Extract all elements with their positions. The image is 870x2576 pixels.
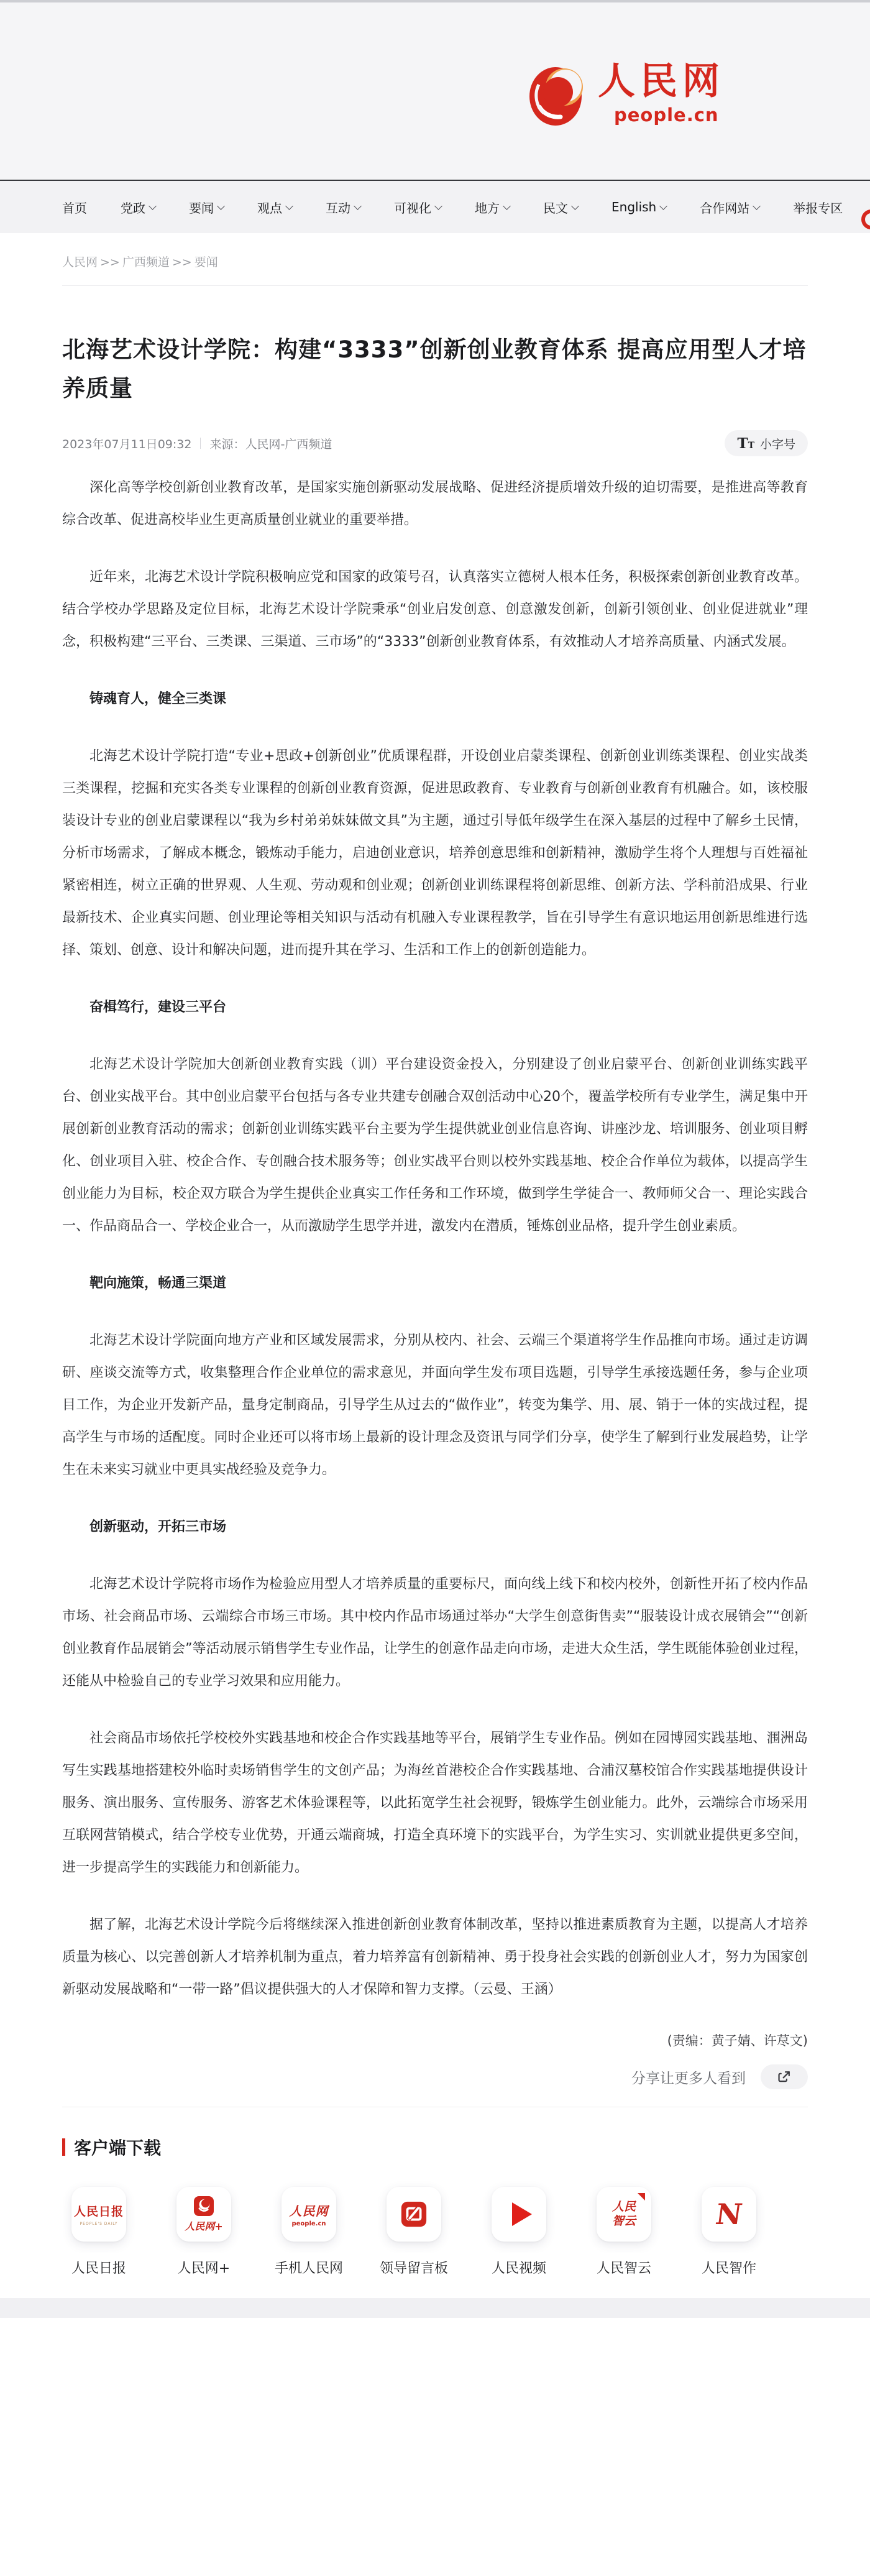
breadcrumb-link-yaowen[interactable]: 要闻 xyxy=(194,255,218,269)
share-row xyxy=(62,2064,808,2089)
nav-item-label: 要闻 xyxy=(189,200,214,216)
app-item-0 xyxy=(71,2187,127,2277)
nav-item-7[interactable] xyxy=(543,198,578,216)
nav-item-9[interactable] xyxy=(700,198,759,216)
people-zhizuo-app-icon[interactable]: N xyxy=(702,2187,756,2242)
site-header xyxy=(0,2,870,181)
breadcrumb-rule xyxy=(62,285,808,286)
nav-item-2[interactable] xyxy=(189,198,224,216)
client-download-section xyxy=(62,2135,808,2160)
nav-item-10[interactable] xyxy=(793,198,843,216)
nav-item-1[interactable] xyxy=(121,198,155,216)
chevron-down-icon xyxy=(659,202,667,210)
chevron-down-icon xyxy=(434,202,442,210)
chevron-down-icon xyxy=(217,202,225,210)
nav-item-label: 举报专区 xyxy=(793,200,843,216)
app-item-5 xyxy=(596,2187,652,2277)
main-nav xyxy=(0,181,870,233)
nav-item-3[interactable] xyxy=(257,198,292,216)
font-size-icon: TT xyxy=(737,435,754,452)
article-paragraph: 深化高等学校创新创业教育改革，是国家实施创新驱动发展战略、促进经济提质增效升级的迫切需要，是推进高等教育综合改革、促进高校毕业生更高质量创业就业的重要举措。 xyxy=(62,480,808,528)
app-item-2 xyxy=(275,2187,344,2277)
nav-item-label: 互动 xyxy=(326,200,350,216)
app-label[interactable]: 人民日报 xyxy=(71,2261,126,2276)
font-size-label: 小字号 xyxy=(759,437,795,451)
logo-text xyxy=(598,61,725,126)
people-zhiyun-app-icon[interactable]: 人民 智云 xyxy=(597,2187,651,2242)
font-size-control[interactable] xyxy=(725,430,808,456)
nav-item-label: 地方 xyxy=(475,200,500,216)
nav-item-label: 合作网站 xyxy=(700,200,750,216)
apps-row xyxy=(71,2187,808,2298)
share-icon xyxy=(776,2069,792,2085)
article-meta-row xyxy=(62,430,808,456)
article-page xyxy=(0,233,870,2298)
article-paragraph: 北海艺术设计学院面向地方产业和区域发展需求，分别从校内、社会、云端三个渠道将学生作品推向市场。通过走访调研、座谈交流等方式，收集整理合作企业单位的需求意见，并面向学生发布项目选题，引导学生承接选题任务，参与企业项目工作，为企业开发新产品，量身定制商品，引导学生从过去的“做作业”，转变为集学、用、展、销于一体的实战过程，提高学生与市场的适配度。同时企业还可以将市场上最新的设计理念及资讯与同学们分享，使学生了解到行业发展趋势，让学生在未来实习就业中更具实战经验及竞争力。 xyxy=(62,1333,808,1478)
app-label[interactable]: 人民视频 xyxy=(491,2261,546,2276)
publish-date: 2023年07月11日09:32 xyxy=(62,437,192,451)
chevron-down-icon xyxy=(354,202,362,210)
article-subheading: 奋楫笃行，建设三平台 xyxy=(89,1000,227,1015)
people-cn-swirl-icon xyxy=(526,61,590,129)
article-paragraph: 据了解，北海艺术设计学院今后将继续深入推进创新创业教育体制改革，坚持以推进素质教育为主题，以提高人才培养质量为核心、以完善创新人才培养机制为重点，着力培养富有创新精神、勇于投身社会实践的创新创业人才，努力为国家创新驱动发展战略和“一带一路”倡议提供强大的人才保障和智力支撑。（云曼、王涵） xyxy=(62,1917,808,1997)
nav-item-6[interactable] xyxy=(475,198,510,216)
people-plus-app-icon[interactable]: 人民网+ xyxy=(176,2187,231,2242)
nav-item-label: English xyxy=(611,200,657,214)
chevron-down-icon xyxy=(571,202,579,210)
article-subheading: 铸魂育人，健全三类课 xyxy=(89,691,227,707)
breadcrumb xyxy=(62,254,808,270)
nav-item-8[interactable] xyxy=(611,200,666,214)
chevron-down-icon xyxy=(503,202,511,210)
app-item-1 xyxy=(176,2187,232,2277)
nav-item-5[interactable] xyxy=(394,198,441,216)
section-accent-bar xyxy=(62,2138,65,2156)
logo-en-text: people.cn xyxy=(614,104,719,126)
article-meta xyxy=(62,435,332,452)
app-label[interactable]: 领导留言板 xyxy=(380,2261,449,2276)
nav-item-label: 党政 xyxy=(121,200,145,216)
people-cn-logo[interactable] xyxy=(526,61,725,129)
chevron-down-icon xyxy=(285,202,293,210)
editor-note: (责编：黄子婧、许荩文) xyxy=(667,2033,808,2048)
meta-divider xyxy=(200,438,201,449)
app-item-6 xyxy=(701,2187,757,2277)
page-title: 北海艺术设计学院：构建“3333”创新创业教育体系 提高应用型人才培养质量 xyxy=(62,336,807,402)
article-paragraph: 北海艺术设计学院打造“专业+思政+创新创业”优质课程群，开设创业启蒙类课程、创新创业训练类课程、创业实战类三类课程，挖掘和充实各类专业课程的创新创业教育资源，促进思政教育、专业教育与创新创业教育有机融合。如，该校服装设计专业的创业启蒙课程以“我为乡村弟弟妹妹做文具”为主题，通过引导低年级学生在深入基层的过程中了解乡土民情，分析市场需求，了解成本概念，锻炼动手能力，启迪创业意识，培养创意思维和创新精神，激励学生将个人理想与百姓福祉紧密相连，树立正确的世界观、人生观、劳动观和创业观；创新创业训练课程将创新思维、创新方法、学科前沿成果、行业最新技术、企业真实问题、创业理论等相关知识与活动有机融入专业课程教学，旨在引导学生有意识地运用创新思维进行选择、策划、创意、设计和解决问题，进而提升其在学习、生活和工作上的创新创造能力。 xyxy=(62,748,808,958)
logo-cn-text: 人民网 xyxy=(598,60,725,103)
app-label[interactable]: 人民智云 xyxy=(596,2261,651,2276)
nav-item-label: 民文 xyxy=(543,200,568,216)
decorative-red-arc xyxy=(861,209,870,229)
breadcrumb-link-people[interactable]: 人民网 xyxy=(62,255,98,269)
article-paragraph: 社会商品市场依托学校校外实践基地和校企合作实践基地等平台，展销学生专业作品。例如在园博园实践基地、涠洲岛写生实践基地搭建校外临时卖场销售学生的文创产品；为海丝首港校企合作实践基地、合浦汉墓校馆合作实践基地提供设计服务、演出服务、宣传服务、游客艺术体验课程等，以此拓宽学生社会视野，锻炼学生创业能力。此外，云端综合市场采用互联网营销模式，结合学校专业优势，开通云端商城，打造全真环境下的实践平台，为学生实习、实训就业提供更多空间，进一步提高学生的实践能力和创新能力。 xyxy=(62,1731,808,1875)
app-item-3 xyxy=(380,2187,449,2277)
source-link[interactable]: 来源：人民网-广西频道 xyxy=(209,437,332,451)
article-body xyxy=(62,472,808,2006)
nav-item-4[interactable] xyxy=(326,198,360,216)
client-download-title: 客户端下载 xyxy=(74,2138,162,2158)
people-video-app-icon[interactable] xyxy=(492,2187,546,2242)
breadcrumb-separator: >> xyxy=(100,255,120,269)
app-label[interactable]: 人民网+ xyxy=(177,2261,231,2276)
mobile-people-app-icon[interactable]: 人民网 people.cn xyxy=(282,2187,336,2242)
nav-item-label: 首页 xyxy=(62,200,87,216)
article-paragraph: 北海艺术设计学院加大创新创业教育实践（训）平台建设资金投入，分别建设了创业启蒙平台、创新创业训练实践平台、创业实战平台。其中创业启蒙平台包括与各专业共建专创融合双创活动中心20个，覆盖学校所有专业学生，满足集中开展创新创业教育活动的需求；创新创业训练实践平台主要为学生提供就业创业信息咨询、讲座沙龙、培训服务、创业项目孵化、创业项目入驻、校企合作、专创融合技术服务等；创业实战平台则以校外实践基地、校企合作单位为载体，以提高学生创业能力为目标，校企双方联合为学生提供企业真实工作任务和工作环境，做到学生学徒合一、教师师父合一、理论实践合一、作品商品合一、学校企业合一，从而激励学生思学并进，激发内在潜质，锤炼创业品格，提升学生创业素质。 xyxy=(62,1057,808,1234)
article-subheading: 创新驱动，开拓三市场 xyxy=(89,1519,227,1535)
share-button[interactable] xyxy=(761,2064,808,2089)
article-paragraph: 北海艺术设计学院将市场作为检验应用型人才培养质量的重要标尺，面向线上线下和校内校外，创新性开拓了校内作品市场、社会商品市场、云端综合市场三市场。其中校内作品市场通过举办“大学生创意街售卖”“服装设计成衣展销会”“创新创业教育作品展销会”等活动展示销售学生专业作品，让学生的创意作品走向市场，走进大众生活，学生既能体验创业过程，还能从中检验自己的专业学习效果和应用能力。 xyxy=(62,1576,808,1689)
chevron-down-icon xyxy=(149,202,157,210)
chevron-down-icon xyxy=(753,202,761,210)
page-bottom-strip xyxy=(0,2298,870,2318)
app-label[interactable]: 手机人民网 xyxy=(275,2261,344,2276)
app-label[interactable]: 人民智作 xyxy=(701,2261,756,2276)
article-paragraph: 近年来，北海艺术设计学院积极响应党和国家的政策号召，认真落实立德树人根本任务，积极探索创新创业教育改革。结合学校办学思路及定位目标，北海艺术设计学院秉承“创业启发创意、创意激发创新，创新引领创业、创业促进就业”理念，积极构建“三平台、三类课、三渠道、三市场”的“3333”创新创业教育体系，有效推动人才培养高质量、内涵式发展。 xyxy=(62,569,808,650)
share-label: 分享让更多人看到 xyxy=(631,2070,746,2087)
breadcrumb-link-guangxi[interactable]: 广西频道 xyxy=(122,255,170,269)
nav-item-0[interactable] xyxy=(62,198,87,216)
nav-item-label: 可视化 xyxy=(394,200,431,216)
article-subheading: 靶向施策，畅通三渠道 xyxy=(89,1276,227,1291)
breadcrumb-separator: >> xyxy=(172,255,192,269)
people-daily-app-icon[interactable]: 人民日报 PEOPLE'S DAILY xyxy=(71,2187,126,2242)
app-item-4 xyxy=(491,2187,547,2277)
message-board-app-icon[interactable] xyxy=(387,2187,441,2242)
people-plus-badge xyxy=(194,2196,214,2216)
nav-item-label: 观点 xyxy=(257,200,282,216)
